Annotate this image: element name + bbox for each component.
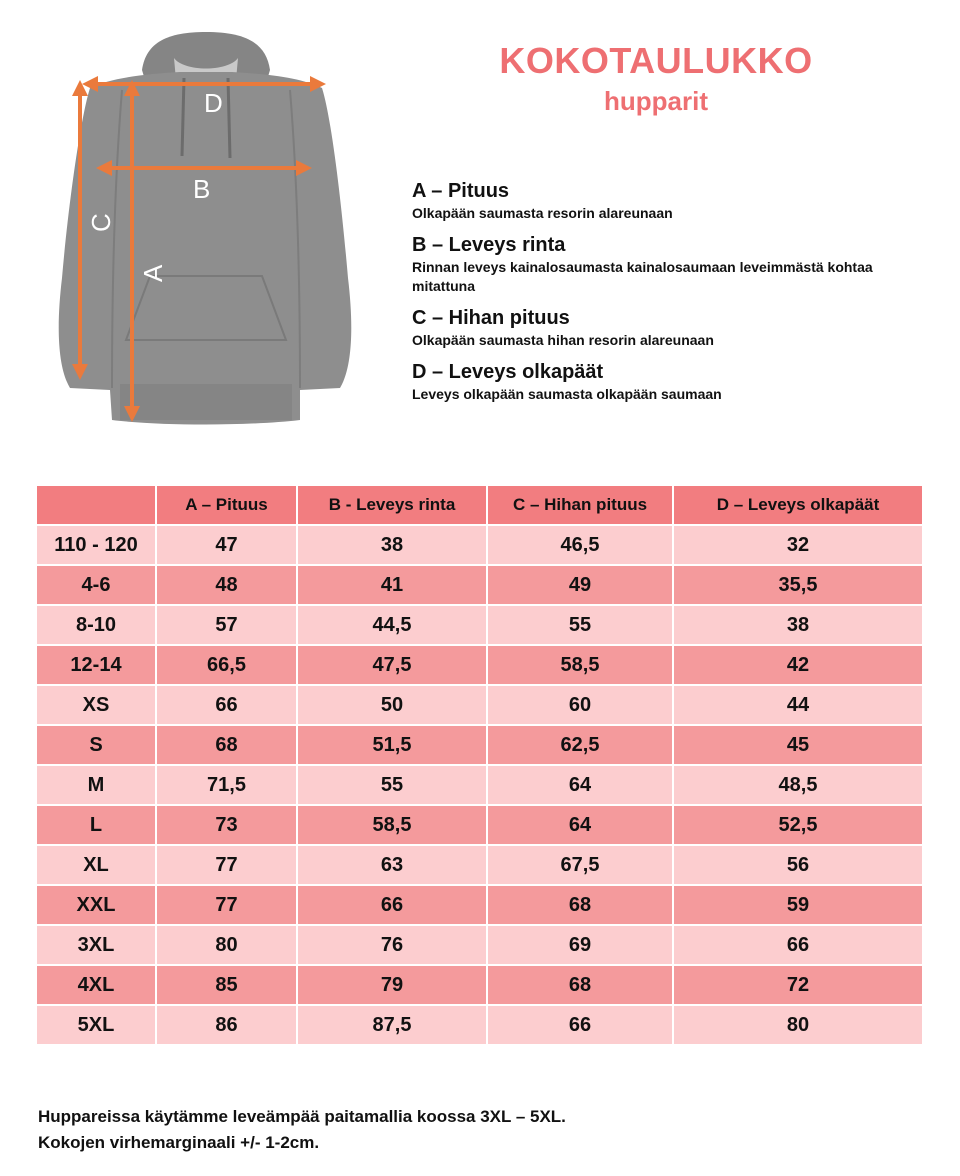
leveys-olkapaat-cell: 59 [673, 885, 923, 925]
pituus-cell: 66 [156, 685, 297, 725]
leveys-rinta-cell: 87,5 [297, 1005, 487, 1045]
size-cell: 4XL [36, 965, 156, 1005]
label-b: B [193, 174, 211, 204]
size-cell: M [36, 765, 156, 805]
hihan-pituus-cell: 64 [487, 765, 673, 805]
hihan-pituus-cell: 60 [487, 685, 673, 725]
table-row [36, 685, 923, 725]
leveys-rinta-cell: 55 [297, 765, 487, 805]
leveys-rinta-cell: 58,5 [297, 805, 487, 845]
size-cell: 5XL [36, 1005, 156, 1045]
hihan-pituus-cell: 64 [487, 805, 673, 845]
table-row [36, 765, 923, 805]
leveys-olkapaat-cell: 42 [673, 645, 923, 685]
leveys-olkapaat-cell: 48,5 [673, 765, 923, 805]
label-d: D [204, 88, 223, 118]
table-row [36, 845, 923, 885]
table-row [36, 725, 923, 765]
hihan-pituus-cell: 49 [487, 565, 673, 605]
table-row [36, 565, 923, 605]
table-body [36, 525, 923, 1045]
pituus-cell: 80 [156, 925, 297, 965]
legend-description: Leveys olkapään saumasta olkapään saumaan [412, 386, 722, 402]
size-cell: L [36, 805, 156, 845]
table-row [36, 605, 923, 645]
header-size [36, 485, 156, 525]
leveys-rinta-cell: 76 [297, 925, 487, 965]
legend-item-d [412, 359, 912, 404]
table-row [36, 885, 923, 925]
legend-description: Olkapään saumasta resorin alareunaan [412, 205, 673, 221]
hoodie-illustration [50, 28, 360, 428]
pituus-cell: 57 [156, 605, 297, 645]
header-c: C – Hihan pituus [487, 485, 673, 525]
label-a: A [138, 264, 168, 282]
leveys-rinta-cell: 44,5 [297, 605, 487, 645]
hihan-pituus-cell: 69 [487, 925, 673, 965]
label-c: C [86, 213, 116, 232]
measurement-legend [412, 178, 912, 413]
leveys-rinta-cell: 51,5 [297, 725, 487, 765]
leveys-rinta-cell: 38 [297, 525, 487, 565]
leveys-olkapaat-cell: 35,5 [673, 565, 923, 605]
leveys-rinta-cell: 79 [297, 965, 487, 1005]
pituus-cell: 73 [156, 805, 297, 845]
size-table [35, 484, 924, 1046]
leveys-rinta-cell: 50 [297, 685, 487, 725]
hihan-pituus-cell: 68 [487, 885, 673, 925]
leveys-olkapaat-cell: 52,5 [673, 805, 923, 845]
legend-heading: C – Hihan pituus [412, 307, 570, 329]
leveys-rinta-cell: 41 [297, 565, 487, 605]
size-cell: S [36, 725, 156, 765]
hihan-pituus-cell: 66 [487, 1005, 673, 1045]
pituus-cell: 66,5 [156, 645, 297, 685]
table-row [36, 965, 923, 1005]
pituus-cell: 48 [156, 565, 297, 605]
leveys-rinta-cell: 66 [297, 885, 487, 925]
legend-heading: D – Leveys olkapäät [412, 361, 604, 383]
pituus-cell: 86 [156, 1005, 297, 1045]
footnote-line: Huppareissa käytämme leveämpää paitamallia koossa 3XL – 5XL. [38, 1107, 566, 1126]
legend-item-c [412, 305, 912, 350]
hihan-pituus-cell: 55 [487, 605, 673, 645]
legend-heading: B – Leveys rinta [412, 234, 566, 256]
legend-description: Rinnan leveys kainalosaumasta kainalosaumaan leveimmästä kohtaa mitattuna [412, 259, 873, 294]
size-cell: XS [36, 685, 156, 725]
size-cell: 8-10 [36, 605, 156, 645]
size-cell: 4-6 [36, 565, 156, 605]
leveys-olkapaat-cell: 45 [673, 725, 923, 765]
legend-item-a [412, 178, 912, 223]
leveys-olkapaat-cell: 56 [673, 845, 923, 885]
pituus-cell: 68 [156, 725, 297, 765]
hihan-pituus-cell: 62,5 [487, 725, 673, 765]
table-row [36, 525, 923, 565]
leveys-rinta-cell: 63 [297, 845, 487, 885]
size-cell: 110 - 120 [36, 525, 156, 565]
page-subtitle: hupparit [604, 86, 708, 116]
table-header-row [36, 485, 923, 525]
leveys-olkapaat-cell: 72 [673, 965, 923, 1005]
leveys-rinta-cell: 47,5 [297, 645, 487, 685]
legend-description: Olkapään saumasta hihan resorin alareunaan [412, 332, 714, 348]
hihan-pituus-cell: 68 [487, 965, 673, 1005]
footnote-line: Kokojen virhemarginaali +/- 1-2cm. [38, 1133, 320, 1152]
page-title: KOKOTAULUKKO [499, 40, 813, 81]
table-row [36, 1005, 923, 1045]
hihan-pituus-cell: 67,5 [487, 845, 673, 885]
leveys-olkapaat-cell: 32 [673, 525, 923, 565]
table-row [36, 645, 923, 685]
size-cell: XXL [36, 885, 156, 925]
size-cell: XL [36, 845, 156, 885]
pituus-cell: 77 [156, 845, 297, 885]
pituus-cell: 85 [156, 965, 297, 1005]
leveys-olkapaat-cell: 80 [673, 1005, 923, 1045]
header-b: B - Leveys rinta [297, 485, 487, 525]
leveys-olkapaat-cell: 44 [673, 685, 923, 725]
pituus-cell: 77 [156, 885, 297, 925]
hihan-pituus-cell: 58,5 [487, 645, 673, 685]
leveys-olkapaat-cell: 66 [673, 925, 923, 965]
table-row [36, 805, 923, 845]
pituus-cell: 71,5 [156, 765, 297, 805]
size-cell: 12-14 [36, 645, 156, 685]
legend-item-b [412, 232, 912, 296]
footnote [38, 1104, 918, 1156]
header-a: A – Pituus [156, 485, 297, 525]
leveys-olkapaat-cell: 38 [673, 605, 923, 645]
size-cell: 3XL [36, 925, 156, 965]
header-d: D – Leveys olkapäät [673, 485, 923, 525]
table-row [36, 925, 923, 965]
hihan-pituus-cell: 46,5 [487, 525, 673, 565]
legend-heading: A – Pituus [412, 180, 510, 202]
pituus-cell: 47 [156, 525, 297, 565]
